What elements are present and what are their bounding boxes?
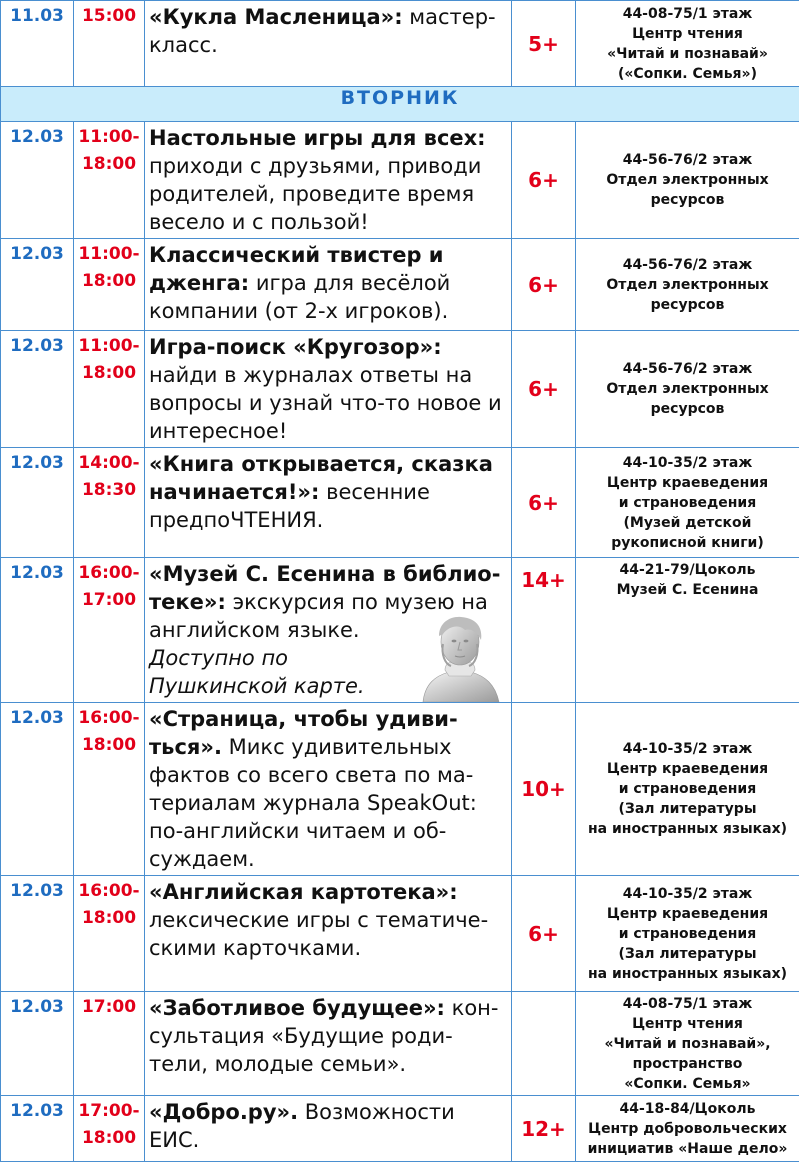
event-description [145, 703, 512, 876]
event-location: 44-10-35/2 этаж Центр краеведения и страноведения (Музей детской рукописной книги) [576, 448, 799, 558]
table-row [1, 122, 799, 239]
event-location: 44-08-75/1 этаж Центр чтения «Читай и познавай» («Сопки. Семья») [576, 1, 799, 87]
event-date: 12.03 [1, 331, 74, 448]
event-description [145, 331, 512, 448]
event-location: 44-10-35/2 этаж Центр краеведения и страноведения (Зал литературы на иностранных языках) [576, 703, 799, 876]
event-date: 12.03 [1, 448, 74, 558]
day-header: ВТОРНИК [1, 87, 799, 122]
event-location: 44-21-79/Цоколь Музей С. Есенина [576, 558, 799, 703]
table-row [1, 1, 799, 87]
event-description [145, 448, 512, 558]
event-date: 12.03 [1, 876, 74, 992]
event-description [145, 239, 512, 331]
event-date: 12.03 [1, 122, 74, 239]
event-description [145, 1096, 512, 1162]
event-location: 44-56-76/2 этаж Отдел электронных ресурсов [576, 239, 799, 331]
event-title: «Книга открывается, сказка начинается!»: [149, 452, 493, 504]
event-date: 11.03 [1, 1, 74, 87]
event-text: мастер-класс. [149, 5, 496, 57]
event-time: 17:00- 18:00 [74, 1096, 145, 1162]
event-date: 12.03 [1, 239, 74, 331]
table-row [1, 558, 799, 703]
event-time: 11:00- 18:00 [74, 239, 145, 331]
event-title: Классический твистер и дженга: [149, 243, 444, 295]
table-row [1, 992, 799, 1096]
event-title: «Добро.ру». [149, 1100, 298, 1124]
event-time: 16:00- 18:00 [74, 703, 145, 876]
event-text: лексические игры с тематиче-скими карточками. [149, 908, 488, 960]
event-location: 44-10-35/2 этаж Центр краеведения и страноведения (Зал литературы на иностранных языках) [576, 876, 799, 992]
table-row [1, 448, 799, 558]
event-time: 16:00- 17:00 [74, 558, 145, 703]
event-title: «Английская картотека»: [149, 880, 458, 904]
event-time: 11:00- 18:00 [74, 331, 145, 448]
table-row [1, 703, 799, 876]
day-header-row [1, 87, 799, 122]
event-description [145, 558, 512, 703]
event-date: 12.03 [1, 558, 74, 703]
event-date: 12.03 [1, 992, 74, 1096]
event-time: 17:00 [74, 992, 145, 1096]
age-rating: 10+ [512, 703, 576, 876]
event-location: 44-18-84/Цоколь Центр добровольческих инициатив «Наше дело» [576, 1096, 799, 1162]
event-time: 15:00 [74, 1, 145, 87]
age-rating: 14+ [512, 558, 576, 703]
event-title: «Кукла Масленица»: [149, 5, 403, 29]
event-text: Микс удивительных фактов со всего света по ма-териалам журнала SpeakOut: по-английски читаем и об-суждаем. [149, 735, 477, 871]
event-text: Возможности ЕИС. [149, 1100, 455, 1152]
age-rating: 12+ [512, 1096, 576, 1162]
event-text: найди в журналах ответы на вопросы и узнай что-то новое и интересное! [149, 363, 502, 443]
table-row [1, 239, 799, 331]
age-rating: 5+ [512, 1, 576, 87]
event-description [145, 876, 512, 992]
age-rating: 6+ [512, 448, 576, 558]
event-date: 12.03 [1, 703, 74, 876]
event-text: кон-сультация «Будущие роди-тели, молодые семьи». [149, 996, 498, 1076]
event-text: приходи с друзьями, приводи родителей, проведите время весело и с пользой! [149, 154, 481, 234]
pushkin-bust-icon [415, 614, 505, 702]
event-time: 11:00- 18:00 [74, 122, 145, 239]
event-title: «Музей С. Есенина в библио-теке»: [149, 562, 500, 614]
event-location: 44-56-76/2 этаж Отдел электронных ресурсов [576, 122, 799, 239]
age-rating: 6+ [512, 876, 576, 992]
event-text: весенние предпоЧТЕНИЯ. [149, 480, 430, 532]
pushkin-card-note: Доступно по Пушкинской карте. [149, 644, 399, 700]
event-location: 44-08-75/1 этаж Центр чтения «Читай и познавай», пространство «Сопки. Семья» [576, 992, 799, 1096]
age-rating [512, 992, 576, 1096]
age-rating: 6+ [512, 122, 576, 239]
event-title: «Страница, чтобы удиви-ться». [149, 707, 458, 759]
table-row [1, 876, 799, 992]
event-description [145, 1, 512, 87]
event-text: игра для весёлой компании (от 2-х игроков). [149, 271, 450, 323]
event-description [145, 122, 512, 239]
event-time: 14:00- 18:30 [74, 448, 145, 558]
event-title: Игра-поиск «Кругозор»: [149, 335, 442, 359]
event-date: 12.03 [1, 1096, 74, 1162]
event-time: 16:00- 18:00 [74, 876, 145, 992]
event-title: «Заботливое будущее»: [149, 996, 445, 1020]
event-location: 44-56-76/2 этаж Отдел электронных ресурсов [576, 331, 799, 448]
table-row [1, 1096, 799, 1162]
event-title: Настольные игры для всех: [149, 126, 486, 150]
table-row [1, 331, 799, 448]
event-content [149, 560, 511, 700]
age-rating: 6+ [512, 331, 576, 448]
event-text: экскурсия по музею на английском языке. [149, 590, 488, 642]
age-rating: 6+ [512, 239, 576, 331]
event-description [145, 992, 512, 1096]
